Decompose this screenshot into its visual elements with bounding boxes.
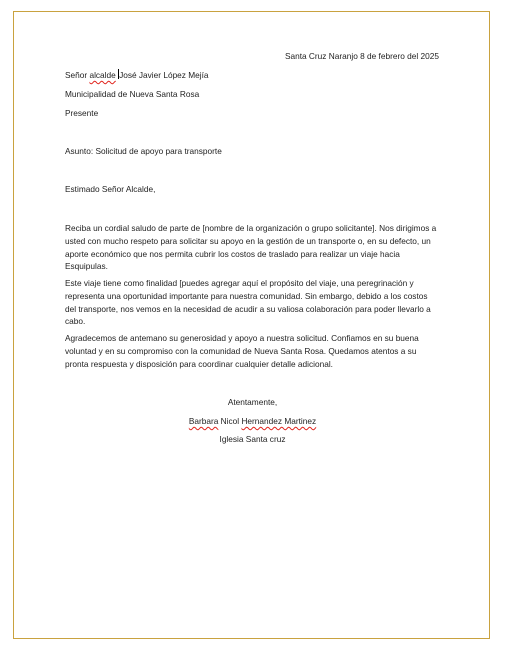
signer-middle: Nicol <box>218 416 242 426</box>
recipient-title: alcalde <box>89 70 116 80</box>
presente: Presente <box>65 108 99 118</box>
paragraph-2: Este viaje tiene como finalidad [puedes agregar aquí el propósito del viaje, una peregrinación y representa una oportunidad importante para nuestra comunidad. Sin embargo, debido a los costos del transporte, nos vemos en la necesidad de acudir a su valiosa colaboración para poder llevarlo a cabo. <box>65 278 431 327</box>
paragraph-3: Agradecemos de antemano su generosidad y apoyo a nuestra solicitud. Confiamos en su buena voluntad y en su compromiso con la comunidad de Nueva Santa Rosa. Quedamos atentos a su pronta respuesta y disposición para coordinar cualquier detalle adicional. <box>65 333 419 369</box>
letter-date: Santa Cruz Naranjo 8 de febrero del 2025 <box>284 51 439 61</box>
signer-organization: Iglesia Santa cruz <box>219 434 286 444</box>
signer-last: Hernandez Martinez <box>241 416 317 426</box>
closing: Atentamente, <box>227 397 278 407</box>
salutation: Estimado Señor Alcalde, <box>65 184 156 194</box>
recipient-name-rest: Javier López Mejía <box>136 70 209 80</box>
recipient-line <box>65 69 209 82</box>
subject-line: Asunto: Solicitud de apoyo para transporte <box>65 146 222 156</box>
municipality: Municipalidad de Nueva Santa Rosa <box>65 89 200 99</box>
signer-first: Barbara <box>188 416 219 426</box>
paragraph-1: Reciba un cordial saludo de parte de [nombre de la organización o grupo solicitante]. Nos dirigimos a usted con mucho respeto para solicitar su apoyo en la gestión de un transporte o, en su defecto, un aporte económico que nos permita cubrir los costos de traslado para realizar un viaje hacia Esquipulas. <box>65 223 437 272</box>
recipient-prefix: Señor <box>65 70 90 80</box>
recipient-name-first: José <box>119 70 137 80</box>
signer-name <box>0 415 505 428</box>
